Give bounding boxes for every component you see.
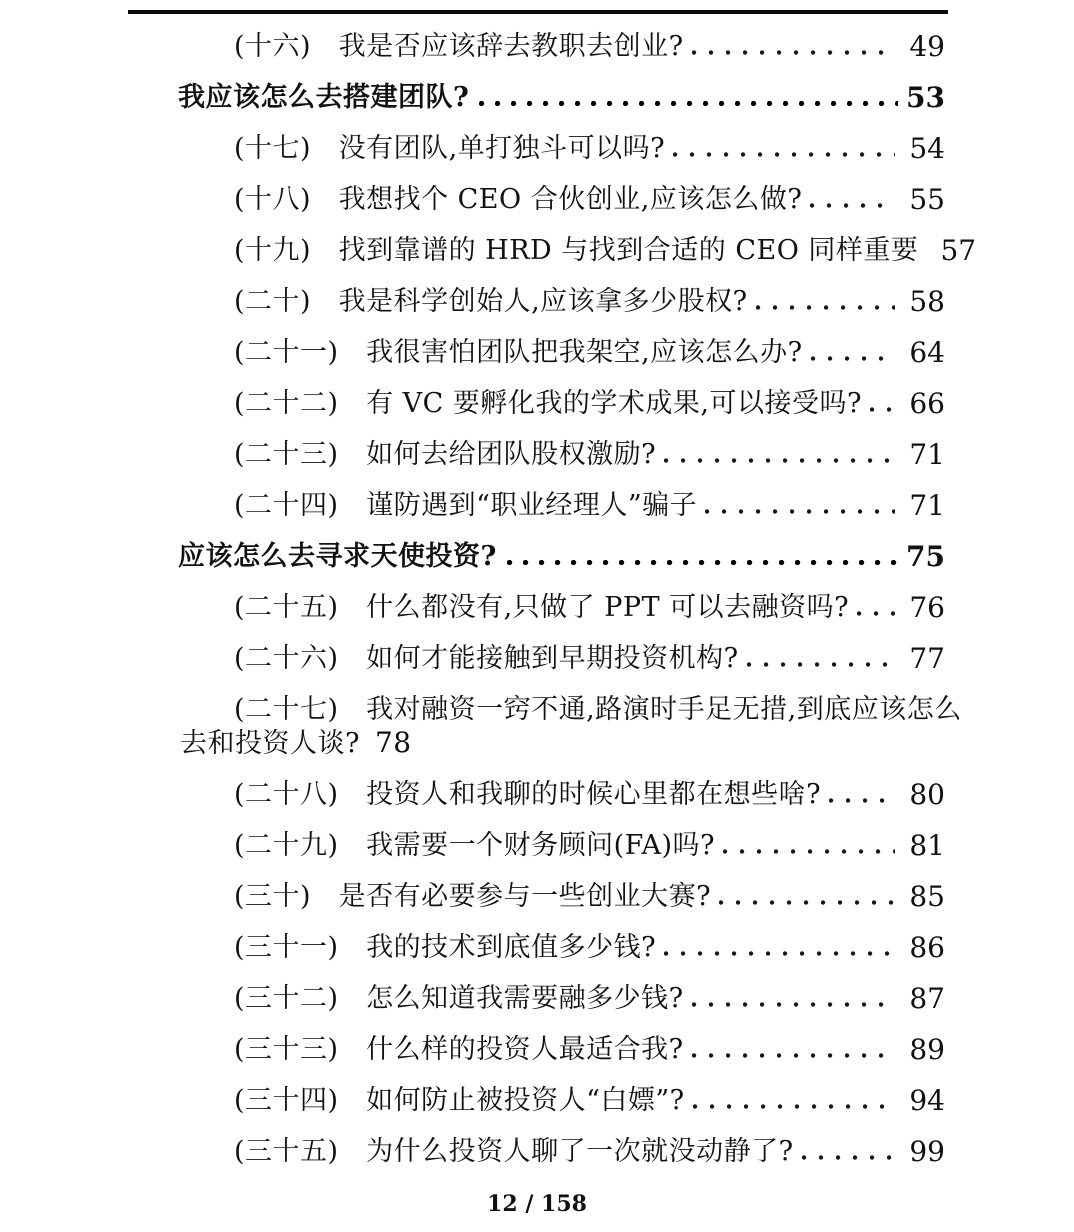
- toc-entry[interactable]: [0, 132, 1074, 165]
- toc-heading-label: 应该怎么去寻求天使投资?: [178, 541, 497, 572]
- toc-page-number: 53: [906, 81, 945, 114]
- toc-page-number: 58: [909, 285, 945, 318]
- dot-leader: [756, 305, 896, 310]
- toc-entry[interactable]: [0, 931, 1074, 964]
- toc-page-number: 87: [909, 982, 945, 1015]
- toc-page-number: 77: [909, 642, 945, 675]
- toc-entry-label: (二十九) 我需要一个财务顾问(FA)吗?: [234, 830, 715, 861]
- toc-heading[interactable]: [0, 81, 1074, 114]
- toc-entry[interactable]: [0, 982, 1074, 1015]
- toc-page-number: 57: [940, 234, 977, 267]
- dot-leader: [692, 1053, 896, 1058]
- header-rule: [128, 10, 948, 14]
- dot-leader: [673, 152, 895, 157]
- table-of-contents: [0, 30, 1074, 1186]
- toc-heading-label: 我应该怎么去搭建团队?: [178, 82, 470, 113]
- toc-entry-label: 去和投资人谈?: [180, 728, 360, 759]
- toc-page-number: 54: [909, 132, 945, 165]
- dot-leader: [692, 50, 896, 55]
- toc-entry[interactable]: [0, 1033, 1074, 1066]
- dot-leader: [705, 509, 895, 514]
- toc-page-number: 81: [909, 829, 945, 862]
- toc-page-number: 75: [906, 540, 945, 573]
- toc-page-number: 85: [909, 880, 945, 913]
- dot-leader: [693, 1104, 896, 1109]
- toc-entry-label: (二十八) 投资人和我聊的时候心里都在想些啥?: [234, 779, 822, 810]
- dot-leader: [723, 849, 895, 854]
- toc-entry[interactable]: [0, 880, 1074, 913]
- toc-entry[interactable]: [0, 183, 1074, 216]
- toc-entry[interactable]: [0, 642, 1074, 675]
- toc-entry[interactable]: [0, 778, 1074, 811]
- toc-entry[interactable]: [0, 1084, 1074, 1117]
- toc-entry-label: (十九) 找到靠谱的 HRD 与找到合适的 CEO 同样重要: [234, 235, 919, 266]
- toc-entry[interactable]: [0, 1135, 1074, 1168]
- toc-page-number: 78: [374, 726, 412, 759]
- toc-entry-label: (十八) 我想找个 CEO 合伙创业,应该怎么做?: [234, 184, 803, 215]
- toc-entry[interactable]: [0, 438, 1074, 471]
- toc-page-number: 71: [909, 438, 945, 471]
- dot-leader: [692, 1002, 896, 1007]
- toc-entry-label: (二十五) 什么都没有,只做了 PPT 可以去融资吗?: [234, 592, 850, 623]
- toc-page-number: 55: [909, 183, 945, 216]
- dot-leader: [810, 203, 895, 208]
- toc-entry-label: (二十三) 如何去给团队股权激励?: [234, 439, 657, 470]
- dot-leader: [664, 458, 895, 463]
- dot-leader: [664, 951, 895, 956]
- toc-entry[interactable]: [0, 285, 1074, 318]
- toc-entry-label: (三十五) 为什么投资人聊了一次就没动静了?: [234, 1136, 794, 1167]
- toc-entry[interactable]: [0, 336, 1074, 369]
- toc-entry-label: (十七) 没有团队,单打独斗可以吗?: [234, 133, 666, 164]
- toc-page-number: 66: [909, 387, 945, 420]
- toc-page-number: 71: [909, 489, 945, 522]
- toc-page-number: 80: [909, 778, 945, 811]
- toc-entry-label: (二十) 我是科学创始人,应该拿多少股权?: [234, 286, 748, 317]
- toc-page-number: 89: [909, 1033, 945, 1066]
- dot-leader: [829, 798, 895, 803]
- toc-entry[interactable]: [0, 387, 1074, 420]
- dot-leader: [802, 1155, 896, 1160]
- toc-entry[interactable]: [0, 234, 1074, 267]
- toc-page-number: 49: [909, 30, 945, 63]
- dot-leader: [507, 560, 898, 565]
- toc-entry[interactable]: [0, 591, 1074, 624]
- toc-entry-label: (三十一) 我的技术到底值多少钱?: [234, 932, 657, 963]
- toc-heading[interactable]: [0, 540, 1074, 573]
- toc-page-number: 64: [909, 336, 945, 369]
- dot-leader: [747, 662, 896, 667]
- toc-entry[interactable]: [0, 30, 1074, 63]
- toc-page-number: 94: [909, 1084, 945, 1117]
- toc-entry-label: (二十六) 如何才能接触到早期投资机构?: [234, 643, 739, 674]
- toc-page-number: 99: [909, 1135, 945, 1168]
- toc-entry-label: (二十一) 我很害怕团队把我架空,应该怎么办?: [234, 337, 803, 368]
- page-number-footer: 12 / 158: [487, 1191, 587, 1217]
- toc-entry-label-line1: (二十七) 我对融资一窍不通,路演时手足无措,到底应该怎么: [234, 694, 962, 725]
- toc-entry[interactable]: [0, 489, 1074, 522]
- toc-entry-label-line2: [180, 726, 945, 760]
- toc-entry-label: (二十二) 有 VC 要孵化我的学术成果,可以接受吗?: [234, 388, 862, 419]
- toc-entry-label: (三十四) 如何防止被投资人“白嫖”?: [234, 1085, 685, 1116]
- dot-leader: [719, 900, 895, 905]
- dot-leader: [857, 611, 895, 616]
- dot-leader: [479, 101, 898, 106]
- toc-entry-wrapped[interactable]: [0, 693, 1074, 760]
- toc-entry[interactable]: [0, 829, 1074, 862]
- toc-entry-label: (十六) 我是否应该辞去教职去创业?: [234, 31, 684, 62]
- toc-page-number: 86: [909, 931, 945, 964]
- toc-page-number: 76: [909, 591, 945, 624]
- dot-leader: [870, 407, 895, 412]
- dot-leader: [811, 356, 896, 361]
- toc-entry-label: (三十) 是否有必要参与一些创业大赛?: [234, 881, 712, 912]
- toc-entry-label: (三十三) 什么样的投资人最适合我?: [234, 1034, 684, 1065]
- toc-entry-label: (三十二) 怎么知道我需要融多少钱?: [234, 983, 684, 1014]
- toc-entry-label: (二十四) 谨防遇到“职业经理人”骗子: [234, 490, 698, 521]
